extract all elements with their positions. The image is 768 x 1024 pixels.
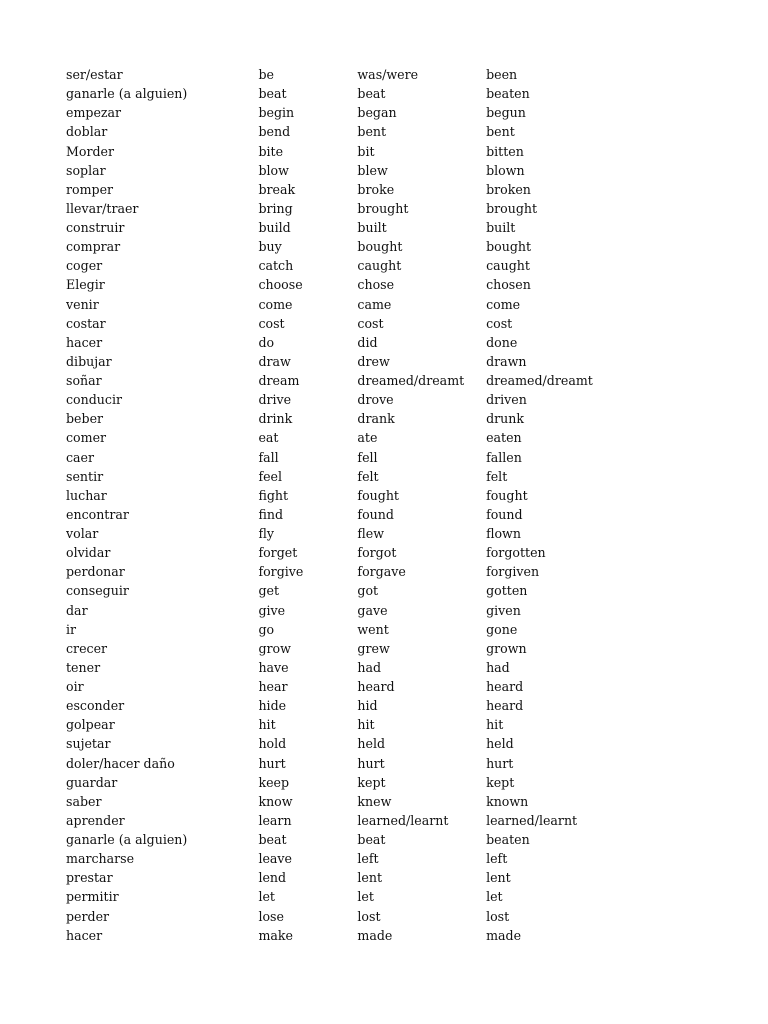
spanish-meaning-cell: golpear [66,717,115,733]
table-row [66,620,706,639]
table-row [66,84,706,103]
infinitive-cell: learn [258,812,292,828]
infinitive-cell: feel [258,468,283,484]
past-participle-cell: gone [486,621,518,637]
table-row [66,734,706,753]
table-row [66,601,706,620]
past-simple-cell: bent [357,124,387,140]
table-row [66,409,706,428]
past-participle-cell: grown [486,640,527,656]
spanish-meaning-cell: comer [66,430,107,446]
spanish-meaning-cell: esconder [66,698,125,714]
spanish-meaning-cell: marcharse [66,851,135,867]
infinitive-cell: beat [258,832,287,847]
past-participle-cell: heard [486,698,524,714]
past-simple-cell: made [357,927,393,943]
table-row [66,103,706,122]
past-participle-cell: had [486,659,510,675]
past-participle-cell: drawn [486,353,527,369]
past-participle-cell: lent [486,870,511,886]
past-simple-cell: learned/learnt [357,812,449,828]
past-participle-cell: cost [486,315,513,331]
past-participle-cell: bitten [486,143,524,159]
spanish-meaning-cell: soplar [66,162,106,178]
infinitive-cell: forgive [258,564,304,580]
infinitive-cell: fight [258,487,289,503]
table-row [66,639,706,658]
past-participle-cell: forgotten [486,545,546,561]
table-row [66,352,706,371]
infinitive-cell: eat [258,430,279,446]
past-participle-cell: made [486,927,522,943]
past-simple-cell: dreamed/dreamt [357,373,465,388]
past-participle-cell: flown [486,526,521,541]
spanish-meaning-cell: conseguir [66,583,129,599]
past-participle-cell: kept [486,774,515,790]
past-simple-cell: left [357,851,379,867]
infinitive-cell: choose [258,277,303,293]
infinitive-cell: go [258,621,275,637]
verb-table-body [66,65,706,945]
past-simple-cell: hurt [357,755,385,771]
table-row [66,811,706,830]
past-simple-cell: forgot [357,545,397,561]
infinitive-cell: leave [258,851,292,867]
infinitive-cell: let [258,889,275,905]
table-row [66,907,706,926]
past-participle-cell: fallen [486,449,522,465]
past-simple-cell: was/were [357,67,419,82]
infinitive-cell: break [258,181,296,197]
table-row [66,65,706,84]
past-simple-cell: began [357,105,397,121]
infinitive-cell: drive [258,392,292,408]
spanish-meaning-cell: permitir [66,889,119,905]
spanish-meaning-cell: ganarle (a alguien) [66,832,188,847]
spanish-meaning-cell: luchar [66,487,107,503]
past-simple-cell: fought [357,487,399,503]
past-participle-cell: lost [486,908,510,924]
past-participle-cell: found [486,506,523,522]
past-simple-cell: beat [357,86,386,102]
table-row [66,792,706,811]
spanish-meaning-cell: encontrar [66,506,129,522]
spanish-meaning-cell: olvidar [66,545,111,561]
past-simple-cell: forgave [357,564,406,580]
past-participle-cell: bent [486,124,515,140]
past-simple-cell: brought [357,200,409,216]
spanish-meaning-cell: oir [66,679,84,694]
table-row [66,256,706,275]
table-row [66,562,706,581]
past-simple-cell: caught [357,258,402,274]
past-simple-cell: drew [357,353,390,369]
spanish-meaning-cell: volar [66,526,99,541]
table-row [66,524,706,543]
past-participle-cell: blown [486,162,525,178]
past-participle-cell: held [486,736,514,752]
infinitive-cell: keep [258,774,290,790]
table-row [66,275,706,294]
spanish-meaning-cell: construir [66,220,125,235]
table-row [66,696,706,715]
infinitive-cell: know [258,793,293,809]
infinitive-cell: hide [258,698,287,714]
table-row [66,199,706,218]
past-participle-cell: beaten [486,832,530,847]
past-participle-cell: heard [486,679,524,694]
past-participle-cell: broken [486,181,531,197]
table-row [66,142,706,161]
past-participle-cell: bought [486,239,532,255]
past-simple-cell: knew [357,793,392,809]
infinitive-cell: lend [258,870,287,886]
past-participle-cell: eaten [486,430,522,446]
table-row [66,218,706,237]
past-simple-cell: had [357,659,382,675]
table-row [66,161,706,180]
spanish-meaning-cell: Elegir [66,277,105,293]
infinitive-cell: build [258,220,291,235]
infinitive-cell: be [258,67,274,82]
table-row [66,926,706,945]
table-row [66,715,706,734]
past-participle-cell: beaten [486,86,530,102]
past-participle-cell: caught [486,258,530,274]
past-participle-cell: dreamed/dreamt [486,373,593,388]
table-row [66,868,706,887]
past-participle-cell: been [486,67,518,82]
table-row [66,314,706,333]
past-participle-cell: built [486,220,516,235]
infinitive-cell: buy [258,239,282,255]
spanish-meaning-cell: hacer [66,334,103,350]
infinitive-cell: hold [258,736,287,752]
table-row [66,448,706,467]
spanish-meaning-cell: hacer [66,927,103,943]
spanish-meaning-cell: venir [66,296,99,312]
past-participle-cell: felt [486,468,508,484]
past-simple-cell: drove [357,392,394,408]
spanish-meaning-cell: romper [66,181,114,197]
spanish-meaning-cell: guardar [66,774,118,790]
infinitive-cell: bend [258,124,291,140]
spanish-meaning-cell: tener [66,659,101,675]
spanish-meaning-cell: costar [66,315,106,331]
past-simple-cell: blew [357,162,388,178]
spanish-meaning-cell: saber [66,793,102,809]
spanish-meaning-cell: perdonar [66,564,125,580]
spanish-meaning-cell: dibujar [66,353,112,369]
spanish-meaning-cell: ganarle (a alguien) [66,86,188,102]
past-participle-cell: driven [486,392,527,408]
past-participle-cell: fought [486,487,528,503]
table-row [66,371,706,390]
spanish-meaning-cell: llevar/traer [66,200,139,216]
infinitive-cell: fall [258,449,279,465]
infinitive-cell: lose [258,908,284,924]
past-simple-cell: cost [357,315,384,331]
past-simple-cell: grew [357,640,390,656]
spanish-meaning-cell: doblar [66,124,108,140]
infinitive-cell: cost [258,315,285,331]
spanish-meaning-cell: ir [66,621,77,637]
infinitive-cell: find [258,506,284,522]
infinitive-cell: forget [258,545,298,561]
past-simple-cell: chose [357,277,395,293]
past-participle-cell: let [486,889,503,905]
past-participle-cell: left [486,851,508,867]
past-simple-cell: felt [357,468,379,484]
infinitive-cell: give [258,602,286,618]
table-row [66,428,706,447]
past-simple-cell: lost [357,908,381,924]
table-row [66,486,706,505]
infinitive-cell: bite [258,143,284,159]
past-simple-cell: flew [357,526,385,541]
irregular-verbs-table [66,65,706,945]
infinitive-cell: come [258,296,293,312]
spanish-meaning-cell: conducir [66,392,123,408]
past-simple-cell: beat [357,832,386,847]
table-row [66,333,706,352]
table-row [66,180,706,199]
table-row [66,543,706,562]
past-participle-cell: given [486,602,521,618]
infinitive-cell: hear [258,679,288,694]
past-simple-cell: hid [357,698,378,714]
spanish-meaning-cell: sujetar [66,736,111,752]
spanish-meaning-cell: sentir [66,468,104,484]
infinitive-cell: drink [258,411,293,427]
infinitive-cell: make [258,927,293,943]
infinitive-cell: do [258,334,275,350]
past-participle-cell: known [486,793,529,809]
infinitive-cell: bring [258,200,293,216]
past-participle-cell: done [486,334,518,350]
table-row [66,849,706,868]
past-simple-cell: did [357,334,378,350]
past-simple-cell: fell [357,449,378,465]
past-simple-cell: found [357,506,394,522]
past-participle-cell: chosen [486,277,531,293]
infinitive-cell: beat [258,86,287,102]
past-participle-cell: gotten [486,583,528,599]
past-simple-cell: bit [357,143,375,159]
past-simple-cell: bought [357,239,403,255]
table-row [66,237,706,256]
past-simple-cell: heard [357,679,395,694]
infinitive-cell: draw [258,353,291,369]
past-simple-cell: hit [357,717,375,733]
past-simple-cell: got [357,583,379,599]
past-simple-cell: lent [357,870,383,886]
spanish-meaning-cell: caer [66,449,95,465]
spanish-meaning-cell: dar [66,602,88,618]
spanish-meaning-cell: comprar [66,239,121,255]
past-simple-cell: let [357,889,374,905]
table-row [66,887,706,906]
infinitive-cell: fly [258,526,274,541]
past-simple-cell: broke [357,181,395,197]
past-simple-cell: built [357,220,387,235]
spanish-meaning-cell: doler/hacer daño [66,755,175,771]
infinitive-cell: blow [258,162,289,178]
past-simple-cell: gave [357,602,388,618]
table-row [66,122,706,141]
table-row [66,773,706,792]
past-participle-cell: hurt [486,755,514,771]
table-row [66,581,706,600]
table-row [66,390,706,409]
table-row [66,505,706,524]
past-participle-cell: drunk [486,411,524,427]
past-simple-cell: drank [357,411,395,427]
past-simple-cell: kept [357,774,386,790]
spanish-meaning-cell: aprender [66,812,125,828]
table-row [66,467,706,486]
table-row [66,658,706,677]
spanish-meaning-cell: prestar [66,870,113,886]
spanish-meaning-cell: Morder [66,143,115,159]
infinitive-cell: have [258,659,289,675]
spanish-meaning-cell: perder [66,908,110,924]
spanish-meaning-cell: crecer [66,640,108,656]
spanish-meaning-cell: ser/estar [66,67,123,82]
infinitive-cell: dream [258,373,300,388]
past-participle-cell: hit [486,717,504,733]
infinitive-cell: begin [258,105,295,121]
past-simple-cell: came [357,296,392,312]
past-simple-cell: ate [357,430,378,446]
past-simple-cell: held [357,736,386,752]
spanish-meaning-cell: empezar [66,105,122,121]
past-participle-cell: come [486,296,521,312]
past-participle-cell: begun [486,105,526,121]
table-row [66,295,706,314]
infinitive-cell: get [258,583,280,599]
spanish-meaning-cell: beber [66,411,104,427]
spanish-meaning-cell: coger [66,258,103,274]
infinitive-cell: catch [258,258,294,274]
past-simple-cell: went [357,621,389,637]
past-participle-cell: forgiven [486,564,540,580]
infinitive-cell: hurt [258,755,286,771]
table-row [66,754,706,773]
infinitive-cell: grow [258,640,291,656]
spanish-meaning-cell: soñar [66,373,102,388]
table-row [66,677,706,696]
infinitive-cell: hit [258,717,276,733]
table-row [66,830,706,849]
past-participle-cell: brought [486,200,538,216]
past-participle-cell: learned/learnt [486,812,578,828]
